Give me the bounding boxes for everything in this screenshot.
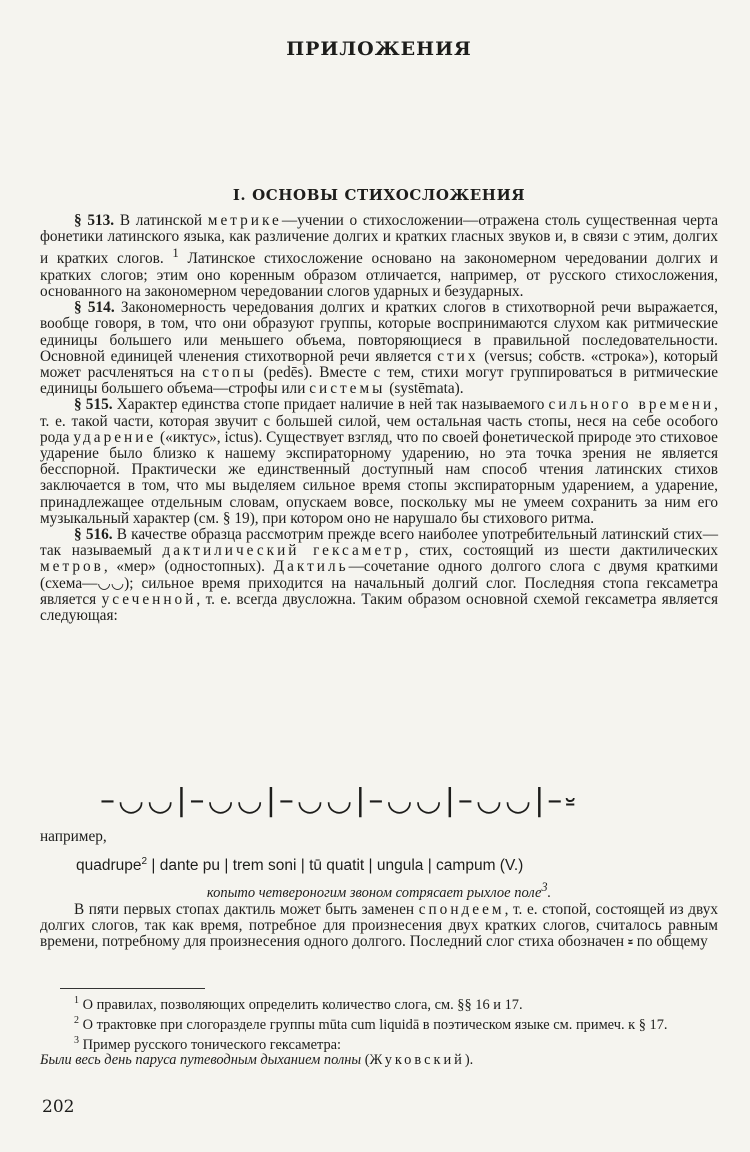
- spaced-term: ударение: [73, 428, 157, 446]
- hexameter-quote: Были весь день паруса путеводным дыханием полны: [40, 1052, 362, 1069]
- spaced-term: спондеем: [418, 901, 505, 918]
- text-run: , «мер» (одностопных).: [103, 558, 274, 576]
- paragraph-516: [40, 527, 718, 624]
- footnote-separator: [60, 988, 205, 989]
- running-title: ПРИЛОЖЕНИЯ: [286, 38, 472, 60]
- footnote-text: Пример русского тонического гексаметра:: [79, 1036, 342, 1053]
- quote-author: Жуковский: [369, 1052, 465, 1069]
- text-run: —сочетание одного долгого слога с двумя краткими (схема—◡◡); сильное время приходится на начальный долгий слог. Последняя стопа гексаметра является: [40, 558, 718, 608]
- latin-text: | dante pu | trem soni | tū quatit | ungula | campum (V.): [147, 857, 524, 875]
- footnote-mark: 3: [74, 1034, 79, 1046]
- text-run: В пяти первых стопах дактиль может быть заменен: [74, 901, 419, 918]
- text-run: Характер единства стопе придает наличие в ней так называемого: [112, 396, 549, 414]
- translation-text: копыто четвероногим звоном сотрясает рыхлое поле: [206, 884, 542, 901]
- paragraph-number: § 514.: [74, 299, 115, 317]
- footnote-text: О трактовке при слогоразделе группы mūta cum liquidā в поэтическом языке см. примеч. к § 17.: [79, 1016, 668, 1033]
- latin-text: quadrupe: [76, 857, 142, 875]
- text-run: В качестве образца рассмотрим прежде всего наиболее употребительный латинский стих—так называемый: [40, 525, 718, 560]
- spaced-term: Дактиль: [273, 558, 349, 576]
- text-run: —учении о стихосложении—отражена столь существенная черта фонетики латинского языка, как различение долгих и кратких гласных звуков и, в связи с этим, долгих и кратких слогов.: [40, 212, 718, 268]
- footnote-mark: 2: [74, 1014, 79, 1026]
- text-run: (pedēs). Вместе с тем, стихи могут группироваться в ритмические единицы большего объема—строфы или: [40, 363, 718, 398]
- spaced-term: дактилический гексаметр: [162, 542, 405, 560]
- paragraph-number: § 515.: [74, 396, 113, 414]
- page-number: 202: [42, 1097, 75, 1117]
- translation-end: .: [547, 884, 552, 901]
- footnote-text: О правилах, позволяющих определить количество слога, см. §§ 16 и 17.: [79, 996, 523, 1013]
- translation: [40, 880, 718, 902]
- text-run: , т. е. такой части, которая звучит с большей силой, чем остальная часть стопы, неся на себе особого рода: [40, 396, 718, 446]
- footnote-mark: 1: [74, 995, 79, 1006]
- main-text-continued: [40, 902, 718, 951]
- paragraph-513: [40, 213, 718, 300]
- text-run: В латинской: [114, 212, 208, 229]
- spaced-term: метров: [40, 558, 104, 576]
- punctuation: (: [361, 1052, 370, 1069]
- text-run: Закономерность чередования долгих и кратких слогов в стихотворной речи выражается, вообще говоря, в том, что они образуют группы, которые воспринимаются слухом как ритмические единицы большего или меньшего объема, повторяющиеся в правильной последовательности. Основной единицей членения стихотворной речи является: [40, 299, 718, 365]
- text-run: (systēmata).: [385, 380, 464, 398]
- footnote-ref: 1: [172, 246, 179, 261]
- punctuation: ).: [464, 1052, 474, 1069]
- hexameter-scheme: –◡◡|–◡◡|–◡◡|–◡◡|–◡◡|–⏓: [100, 783, 579, 818]
- main-text: [40, 213, 718, 624]
- spaced-term: стопы: [202, 363, 257, 381]
- text-run: , стих, состоящий из шести дактилических: [404, 542, 718, 560]
- paragraph-number: § 513.: [74, 212, 115, 229]
- latin-example: [76, 856, 523, 875]
- example-label: например,: [40, 828, 107, 845]
- spaced-term: метрике: [207, 212, 282, 229]
- footnotes: [40, 993, 718, 1068]
- spaced-term: усеченной: [101, 590, 197, 608]
- text-run: («иктус», ictus). Существует взгляд, что по своей фонетической природе это стиховое ударение было близко к нашему экспираторному ударению, но эта точка зрения не является бесспорной. Практически же единственный доступный нам способ чтения латинских стихов заключается в том, что мы выделяем сильное время стопы экспираторным ударением, а ударение, принадлежащее отдельным словам, опускаем вовсе, поскольку мы не умеем сохранить за ним его музыкальный характер (см. § 19), при котором оно не нарушало бы стихового ритма.: [40, 428, 718, 527]
- paragraph-514: [40, 300, 718, 397]
- footnote-3: [40, 1033, 718, 1053]
- text-run: , т. е. стопой, состоящей из двух долгих слогов, так как время, потребное для произнесения двух кратких слогов, считалось равным времени, потребному для произнесения одного долгого. Последний слог стиха обозначен ⏓ по общему: [40, 901, 718, 951]
- paragraph-516-continued: [40, 902, 718, 951]
- footnote-ref: 2: [141, 856, 148, 867]
- spaced-term: системы: [309, 380, 386, 398]
- spaced-term: стих: [437, 347, 479, 365]
- paragraph-number: § 516.: [74, 525, 113, 543]
- text-run: (versus; собств. «строка»), который может расчленяться на: [40, 347, 718, 381]
- spaced-term: сильного времени: [548, 396, 715, 414]
- section-title: I. ОСНОВЫ СТИХОСЛОЖЕНИЯ: [232, 186, 526, 204]
- text-run: , т. е. всегда двусложна. Таким образом основной схемой гексаметра является следующая:: [40, 590, 718, 624]
- footnote-ref: 3: [541, 880, 548, 894]
- footnote-1: [40, 993, 718, 1013]
- footnote-3-quote: [40, 1052, 718, 1068]
- footnote-2: [40, 1013, 718, 1033]
- text-run: Латинское стихосложение основано на закономерном чередовании долгих и кратких слогов; этим оно коренным образом отличается, например, от русского стихосложения, основанного на закономерном чередовании слогов ударных и безударных.: [40, 250, 718, 300]
- paragraph-515: [40, 397, 718, 527]
